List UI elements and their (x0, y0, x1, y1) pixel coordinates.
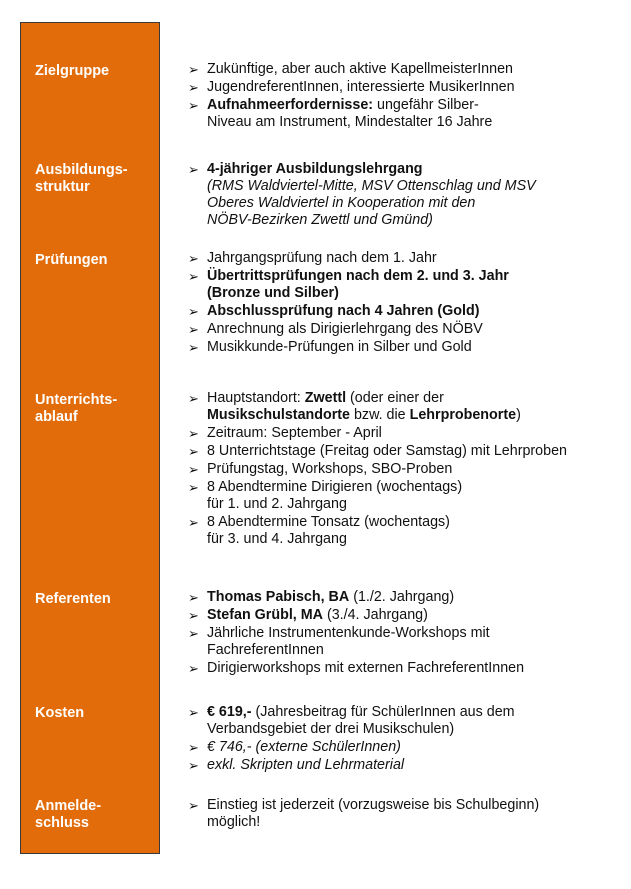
section-label: Prüfungen (35, 252, 108, 268)
item-text: Übertrittsprüfungen nach dem 2. und 3. Jahr (Bronze und Silber) (207, 268, 509, 301)
sidebar-panel (20, 22, 160, 854)
list-item (188, 461, 608, 478)
item-text: 4-jähriger Ausbildungslehrgang (207, 161, 423, 177)
list-item (188, 250, 608, 267)
item-text: Jährliche Instrumentenkunde-Workshops mit FachreferentInnen (207, 625, 490, 658)
arrow-bullet-icon: ➢ (188, 740, 199, 755)
section-label: Ausbildungs- struktur (35, 162, 128, 195)
list-item (188, 514, 608, 548)
section-items (188, 250, 608, 357)
arrow-bullet-icon: ➢ (188, 98, 199, 113)
list-item (188, 704, 608, 738)
arrow-bullet-icon: ➢ (188, 480, 199, 495)
item-text: € 619,- (207, 704, 252, 720)
list-item (188, 607, 608, 624)
list-item (188, 739, 608, 756)
arrow-bullet-icon: ➢ (188, 269, 199, 284)
arrow-bullet-icon: ➢ (188, 340, 199, 355)
item-text: ungefähr Silber- Niveau am Instrument, Mindestalter 16 Jahre (207, 97, 493, 130)
arrow-bullet-icon: ➢ (188, 322, 199, 337)
list-item (188, 79, 608, 96)
list-item (188, 443, 608, 460)
section-items (188, 589, 608, 678)
arrow-bullet-icon: ➢ (188, 462, 199, 477)
list-item (188, 797, 608, 831)
section-label: Kosten (35, 705, 85, 721)
arrow-bullet-icon: ➢ (188, 444, 199, 459)
arrow-bullet-icon: ➢ (188, 391, 199, 406)
list-item (188, 479, 608, 513)
item-text: JugendreferentInnen, interessierte MusikerInnen (207, 79, 515, 95)
list-item (188, 660, 608, 677)
item-text: Anrechnung als Dirigierlehrgang des NÖBV (207, 321, 483, 337)
item-text: ) (516, 407, 521, 423)
arrow-bullet-icon: ➢ (188, 590, 199, 605)
section-items (188, 161, 608, 230)
arrow-bullet-icon: ➢ (188, 515, 199, 530)
item-text: Einstieg ist jederzeit (vorzugsweise bis Schulbeginn) möglich! (207, 797, 540, 830)
item-text: Jahrgangsprüfung nach dem 1. Jahr (207, 250, 437, 266)
item-text: Zwettl (304, 390, 347, 406)
arrow-bullet-icon: ➢ (188, 705, 199, 720)
item-text: Zukünftige, aber auch aktive KapellmeisterInnen (207, 61, 513, 77)
item-text: Abschlussprüfung nach 4 Jahren (Gold) (207, 303, 480, 319)
list-item (188, 268, 608, 302)
section-items (188, 61, 608, 132)
section-label: Unterrichts- ablauf (35, 392, 118, 425)
arrow-bullet-icon: ➢ (188, 426, 199, 441)
arrow-bullet-icon: ➢ (188, 798, 199, 813)
item-text: Thomas Pabisch, BA (207, 589, 350, 605)
arrow-bullet-icon: ➢ (188, 608, 199, 623)
list-item (188, 390, 608, 424)
section-items (188, 704, 608, 775)
section-label: Anmelde- schluss (35, 798, 102, 831)
item-text: (1./2. Jahrgang) (349, 589, 455, 605)
item-text: Hauptstandort: (207, 390, 305, 406)
item-text: Dirigierworkshops mit externen FachreferentInnen (207, 660, 525, 676)
list-item (188, 757, 608, 774)
item-text: (RMS Waldviertel-Mitte, MSV Ottenschlag und MSV Oberes Waldviertel in Kooperation mit den NÖBV-Bezirken Zwettl und Gmünd) (207, 178, 536, 228)
arrow-bullet-icon: ➢ (188, 162, 199, 177)
section-label: Zielgruppe (35, 63, 110, 79)
item-text: 8 Abendtermine Dirigieren (wochentags) für 1. und 2. Jahrgang (207, 479, 463, 512)
item-text: Lehrprobenorte (409, 407, 517, 423)
list-item (188, 589, 608, 606)
item-text: Aufnahmeerfordernisse: (207, 97, 374, 113)
item-text: Zeitraum: September - April (207, 425, 382, 441)
item-text: Prüfungstag, Workshops, SBO-Proben (207, 461, 453, 477)
item-text: bzw. die (350, 407, 410, 423)
item-text: Stefan Grübl, MA (207, 607, 323, 623)
item-text: (Jahresbeitrag für SchülerInnen aus dem Verbandsgebiet der drei Musikschulen) (207, 704, 515, 737)
item-text: (3./4. Jahrgang) (322, 607, 428, 623)
section-items (188, 797, 608, 832)
arrow-bullet-icon: ➢ (188, 758, 199, 773)
list-item (188, 61, 608, 78)
list-item (188, 339, 608, 356)
list-item (188, 321, 608, 338)
arrow-bullet-icon: ➢ (188, 251, 199, 266)
list-item (188, 625, 608, 659)
list-item (188, 303, 608, 320)
arrow-bullet-icon: ➢ (188, 62, 199, 77)
arrow-bullet-icon: ➢ (188, 80, 199, 95)
list-item (188, 97, 608, 131)
item-text: exkl. Skripten und Lehrmaterial (207, 757, 405, 773)
item-text: (oder einer der (350, 390, 444, 406)
item-text: 8 Abendtermine Tonsatz (wochentags) für 3. und 4. Jahrgang (207, 514, 450, 547)
item-text: Musikschulstandorte (207, 407, 350, 423)
arrow-bullet-icon: ➢ (188, 661, 199, 676)
list-item (188, 161, 608, 229)
section-label: Referenten (35, 591, 111, 607)
arrow-bullet-icon: ➢ (188, 626, 199, 641)
arrow-bullet-icon: ➢ (188, 304, 199, 319)
section-items (188, 390, 608, 549)
list-item (188, 425, 608, 442)
item-text: € 746,- (externe SchülerInnen) (207, 739, 401, 755)
item-text: Musikkunde-Prüfungen in Silber und Gold (207, 339, 472, 355)
item-text: 8 Unterrichtstage (Freitag oder Samstag) mit Lehrproben (207, 443, 567, 459)
